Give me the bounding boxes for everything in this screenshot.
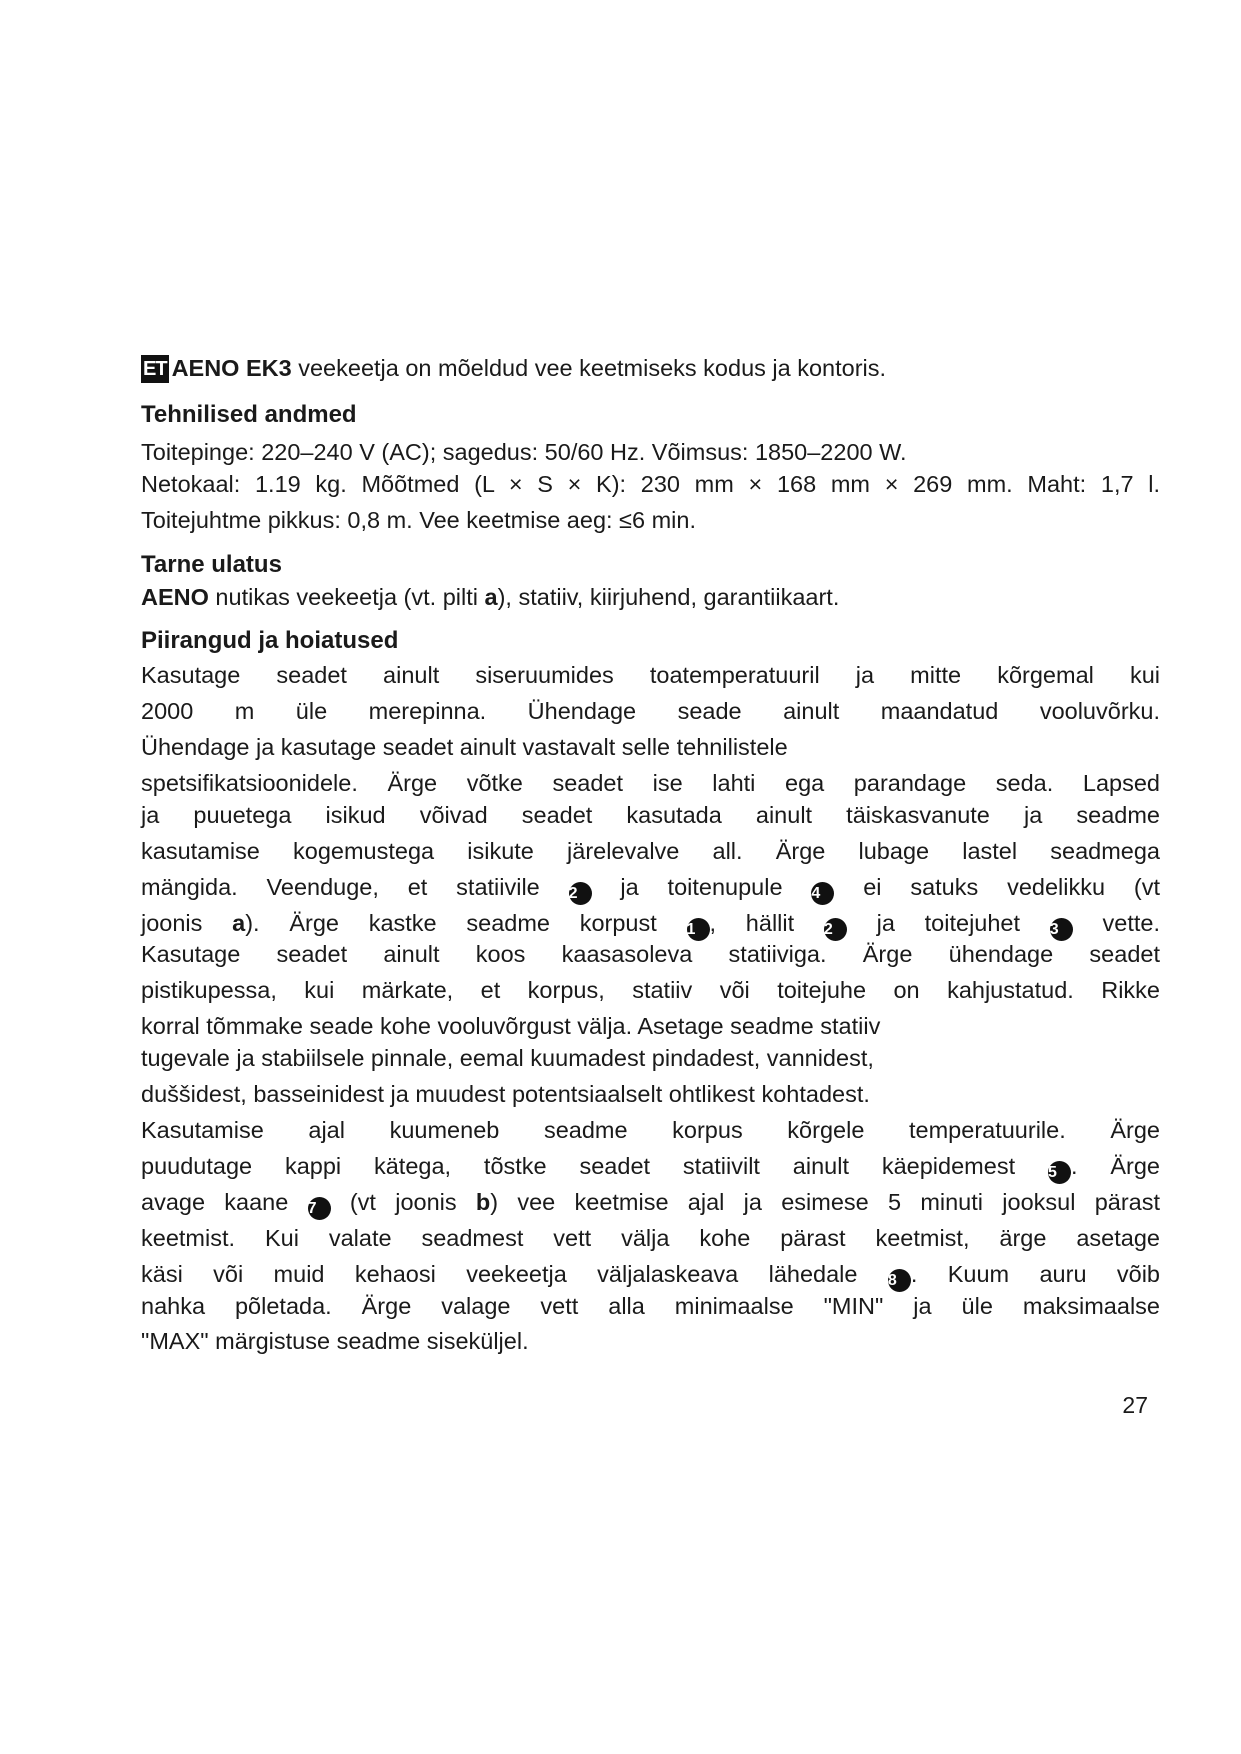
text-line xyxy=(141,582,1160,612)
body-text: spetsifikatsioonidele. Ärge võtke seadet ise lahti ega parandage seda. Lapsed xyxy=(141,770,1160,796)
body-text: Kasutage seadet ainult koos kaasasoleva statiiviga. Ärge ühendage seadet xyxy=(141,941,1160,967)
bold-text: AENO xyxy=(141,584,209,610)
body-text: keetmist. Kui valate seadmest vett välja kohe pärast keetmist, ärge asetage xyxy=(141,1225,1160,1251)
text-line xyxy=(141,1079,1160,1109)
bold-text: AENO EK3 xyxy=(171,355,292,381)
callout-number-icon: 3 xyxy=(1050,918,1073,941)
text-line xyxy=(141,626,1160,656)
text-line xyxy=(141,1291,1160,1321)
text-line xyxy=(141,660,1160,690)
body-text: Toitejuhtme pikkus: 0,8 m. Vee keetmise aeg: ≤6 min. xyxy=(141,507,696,533)
section-heading: Piirangud ja hoiatused xyxy=(141,627,399,654)
text-line xyxy=(141,505,1160,535)
text-line xyxy=(141,1011,1160,1041)
page-number: 27 xyxy=(1122,1392,1148,1418)
text-line xyxy=(141,1151,1160,1184)
body-text: nutikas veekeetja (vt. pilti xyxy=(208,584,485,610)
language-badge: ET xyxy=(141,355,169,383)
text-line xyxy=(141,732,1160,762)
text-line xyxy=(141,939,1160,969)
body-text: ja puuetega isikud võivad seadet kasutada ainult täiskasvanute ja seadme xyxy=(141,802,1160,828)
body-text: duššidest, basseinidest ja muudest potentsiaalselt ohtlikest kohtadest. xyxy=(141,1081,870,1107)
bold-text: b xyxy=(475,1189,491,1215)
body-text: puudutage kappi kätega, tõstke seadet statiivilt ainult käepidemest xyxy=(141,1153,1048,1179)
body-text: , hällit xyxy=(709,910,824,936)
body-text: tugevale ja stabiilsele pinnale, eemal kuumadest pindadest, vannidest, xyxy=(141,1045,874,1071)
text-line xyxy=(141,800,1160,830)
text-line xyxy=(141,768,1160,798)
body-text: ja toitenupule xyxy=(591,874,812,900)
body-text: nahka põletada. Ärge valage vett alla minimaalse "MIN" ja üle maksimaalse xyxy=(141,1293,1160,1319)
callout-number-icon: 1 xyxy=(687,918,710,941)
text-line xyxy=(141,1259,1160,1292)
callout-number-icon: 2 xyxy=(824,918,847,941)
body-text: (vt joonis xyxy=(330,1189,476,1215)
body-text: kasutamise kogemustega isikute järelevalve all. Ärge lubage lastel seadmega xyxy=(141,838,1160,864)
text-line xyxy=(141,400,1160,430)
callout-number-icon: 4 xyxy=(811,882,834,905)
body-text: vette. xyxy=(1072,910,1160,936)
body-text: mängida. Veenduge, et statiivile xyxy=(141,874,569,900)
body-text: veekeetja on mõeldud vee keetmiseks kodus ja kontoris. xyxy=(291,355,887,381)
body-text: ), statiiv, kiirjuhend, garantiikaart. xyxy=(497,584,840,610)
body-text: pistikupessa, kui märkate, et korpus, statiiv või toitejuhe on kahjustatud. Rikke xyxy=(141,977,1160,1003)
text-line xyxy=(141,1223,1160,1253)
text-line xyxy=(141,353,1160,383)
body-text: "MAX" märgistuse seadme siseküljel. xyxy=(141,1328,529,1354)
body-text: Ühendage ja kasutage seadet ainult vastavalt selle tehnilistele xyxy=(141,734,788,760)
body-text: 2000 m üle merepinna. Ühendage seade ainult maandatud vooluvõrku. xyxy=(141,698,1160,724)
text-line xyxy=(141,469,1160,499)
body-text: joonis xyxy=(141,910,233,936)
text-line xyxy=(141,1115,1160,1145)
section-heading: Tarne ulatus xyxy=(141,551,282,578)
body-text: . Ärge xyxy=(1070,1153,1160,1179)
callout-number-icon: 5 xyxy=(1048,1161,1071,1184)
body-text: avage kaane xyxy=(141,1189,308,1215)
section-heading: Tehnilised andmed xyxy=(141,401,357,428)
text-line xyxy=(141,550,1160,580)
body-text: korral tõmmake seade kohe vooluvõrgust välja. Asetage seadme statiiv xyxy=(141,1013,881,1039)
bold-text: a xyxy=(232,910,246,936)
bold-text: a xyxy=(484,584,498,610)
text-line xyxy=(141,1326,1160,1356)
body-text: Netokaal: 1.19 kg. Mõõtmed (L × S × K): 230 mm × 168 mm × 269 mm. Maht: 1,7 l. xyxy=(141,471,1160,497)
body-text: käsi või muid kehaosi veekeetja väljalaskeava lähedale xyxy=(141,1261,888,1287)
body-text: ). Ärge kastke seadme korpust xyxy=(245,910,687,936)
text-line xyxy=(141,872,1160,905)
text-line xyxy=(141,1043,1160,1073)
text-line xyxy=(141,975,1160,1005)
body-text: ei satuks vedelikku (vt xyxy=(834,874,1160,900)
callout-number-icon: 8 xyxy=(888,1269,911,1292)
callout-number-icon: 7 xyxy=(308,1197,331,1220)
body-text: Kasutamise ajal kuumeneb seadme korpus kõrgele temperatuurile. Ärge xyxy=(141,1117,1160,1143)
text-line xyxy=(141,908,1160,941)
body-text: . Kuum auru võib xyxy=(910,1261,1160,1287)
text-line xyxy=(141,437,1160,467)
body-text: ) vee keetmise ajal ja esimese 5 minuti jooksul pärast xyxy=(490,1189,1161,1215)
callout-number-icon: 2 xyxy=(569,882,592,905)
body-text: Kasutage seadet ainult siseruumides toatemperatuuril ja mitte kõrgemal kui xyxy=(141,662,1160,688)
text-line xyxy=(141,836,1160,866)
body-text: Toitepinge: 220–240 V (AC); sagedus: 50/60 Hz. Võimsus: 1850–2200 W. xyxy=(141,439,907,465)
text-line xyxy=(141,1187,1160,1220)
text-line xyxy=(141,696,1160,726)
body-text: ja toitejuhet xyxy=(846,910,1050,936)
